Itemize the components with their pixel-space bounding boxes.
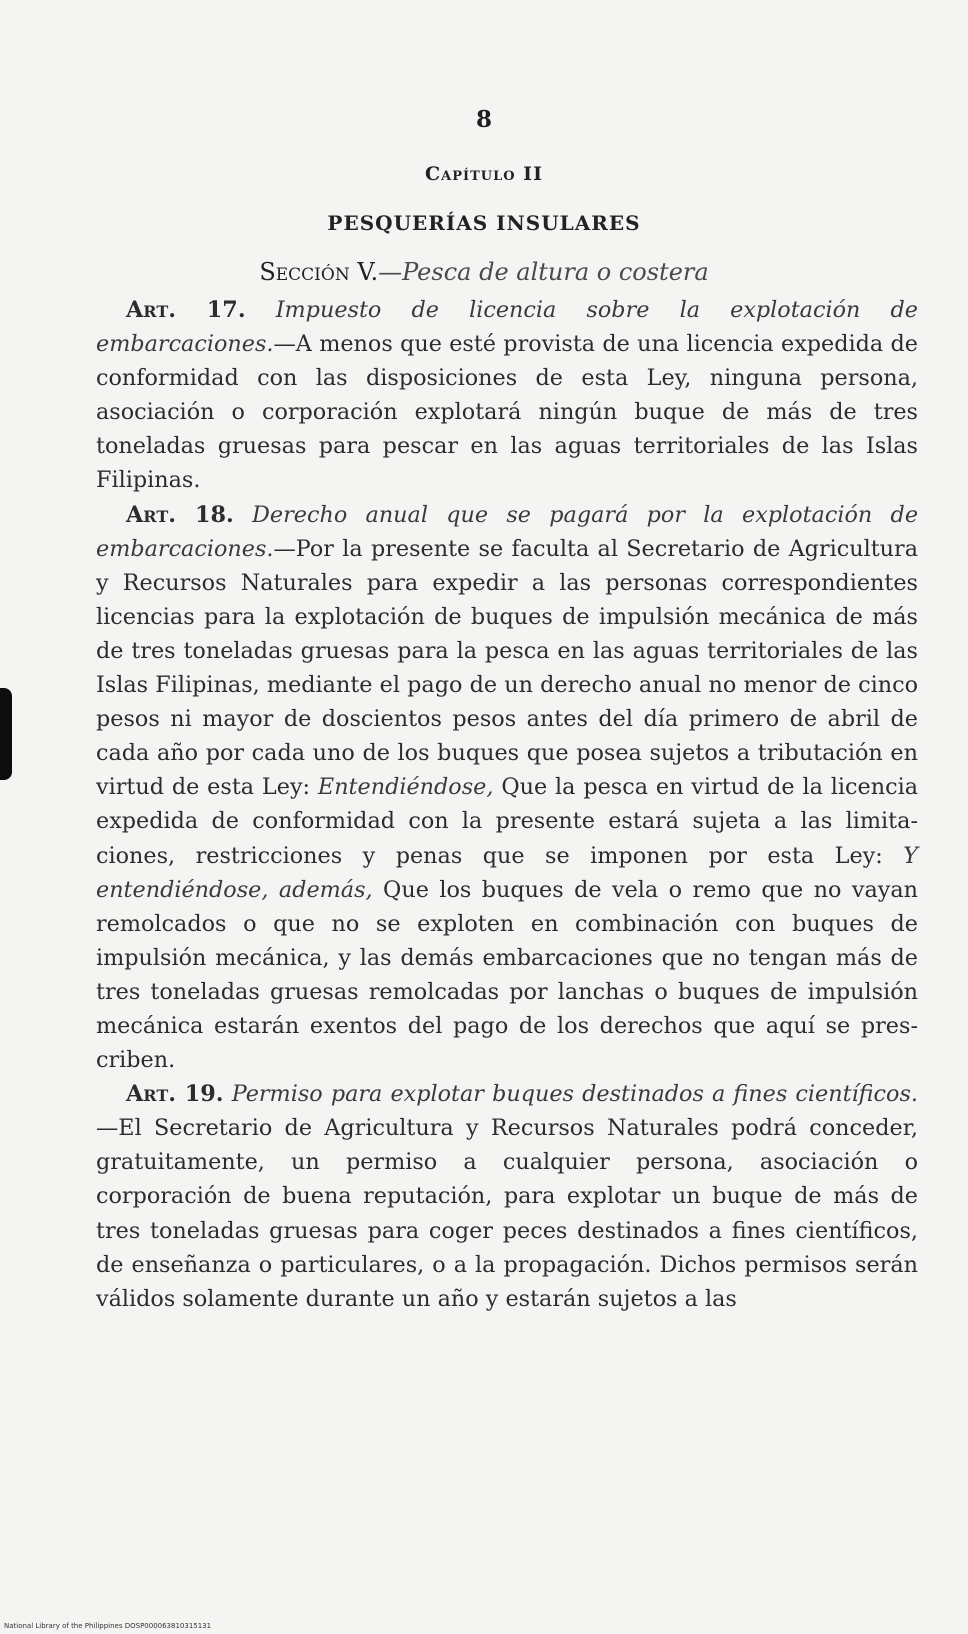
article-19 xyxy=(96,1077,918,1316)
article-label: Art. 19. xyxy=(126,1081,224,1108)
article-title: Impuesto de licencia sobre la explotación de embarcaciones. xyxy=(96,297,918,358)
article-17 xyxy=(96,293,918,498)
proviso: Entendiéndose, xyxy=(317,774,494,801)
library-footer: National Library of the Philippines DOSP000063810315131 xyxy=(4,1622,212,1630)
article-text: Que los buques de vela o remo que no vayan remolcados o que no se exploten en combinación con buques de impulsión mecánica, y las demás embarcaciones que no tengan más de tres toneladas gruesas remolcadas por lanchas o buques de impulsión mecánica estarán exentos del pago de los derechos que aquí se prescriben. xyxy=(96,876,918,1074)
section-title: —Pesca de altura o costera xyxy=(378,258,709,286)
section-heading xyxy=(0,258,968,286)
article-label: Art. 18. xyxy=(126,501,234,528)
proviso: Y entendiéndose, además, xyxy=(96,842,918,903)
article-text: —Por la presente se faculta al Secretario de Agricultura y Recursos Naturales para expedir a las personas correspondientes licencias para la explotación de buques de impulsión mecánica de más de tres toneladas gruesas para la pesca en las aguas territoriales de las Islas Filipinas, mediante el pago de un derecho anual no menor de cinco pesos ni mayor de doscientos pesos antes del día primero de abril de cada año por cada uno de los buques que posea sujetos a tributación en virtud de esta Ley: xyxy=(96,535,918,801)
article-title: Permiso para explotar buques destinados a fines científicos. xyxy=(231,1081,918,1108)
page-number: 8 xyxy=(475,106,492,133)
article-title: Derecho anual que se pagará por la explotación de embarcaciones. xyxy=(96,501,919,562)
chapter-heading: Capítulo II xyxy=(425,163,543,185)
binding-shadow xyxy=(0,688,12,780)
article-18 xyxy=(96,498,918,1078)
article-text: —El Secretario de Agricultura y Recursos Naturales podrá conceder, gratuitamente, un permiso a cualquier persona, asociación o corporación de buena reputación, para explotar un buque de más de tres toneladas gruesas para coger peces destinados a fines científicos, de enseñanza o particulares, o a la propagación. Dichos permisos serán válidos solamente durante un año y estarán sujetos a las xyxy=(96,1115,918,1312)
article-label: Art. 17. xyxy=(126,297,246,323)
article-text: Que la pesca en virtud de la licencia expedida de conformidad con la presente estará sujeta a las limitaciones, restricciones y penas que se imponen por esta Ley: xyxy=(96,774,918,869)
article-text: —A menos que esté provista de una licencia expedida de conformidad con las disposiciones de esta Ley, ninguna persona, asociación o corporación explotará ningún buque de más de tres toneladas gruesas para pescar en las aguas territoriales de las Islas Filipinas. xyxy=(96,331,918,494)
title-heading: PESQUERÍAS INSULARES xyxy=(327,211,641,235)
section-label: Sección V. xyxy=(259,258,379,286)
body-text xyxy=(96,293,918,1316)
